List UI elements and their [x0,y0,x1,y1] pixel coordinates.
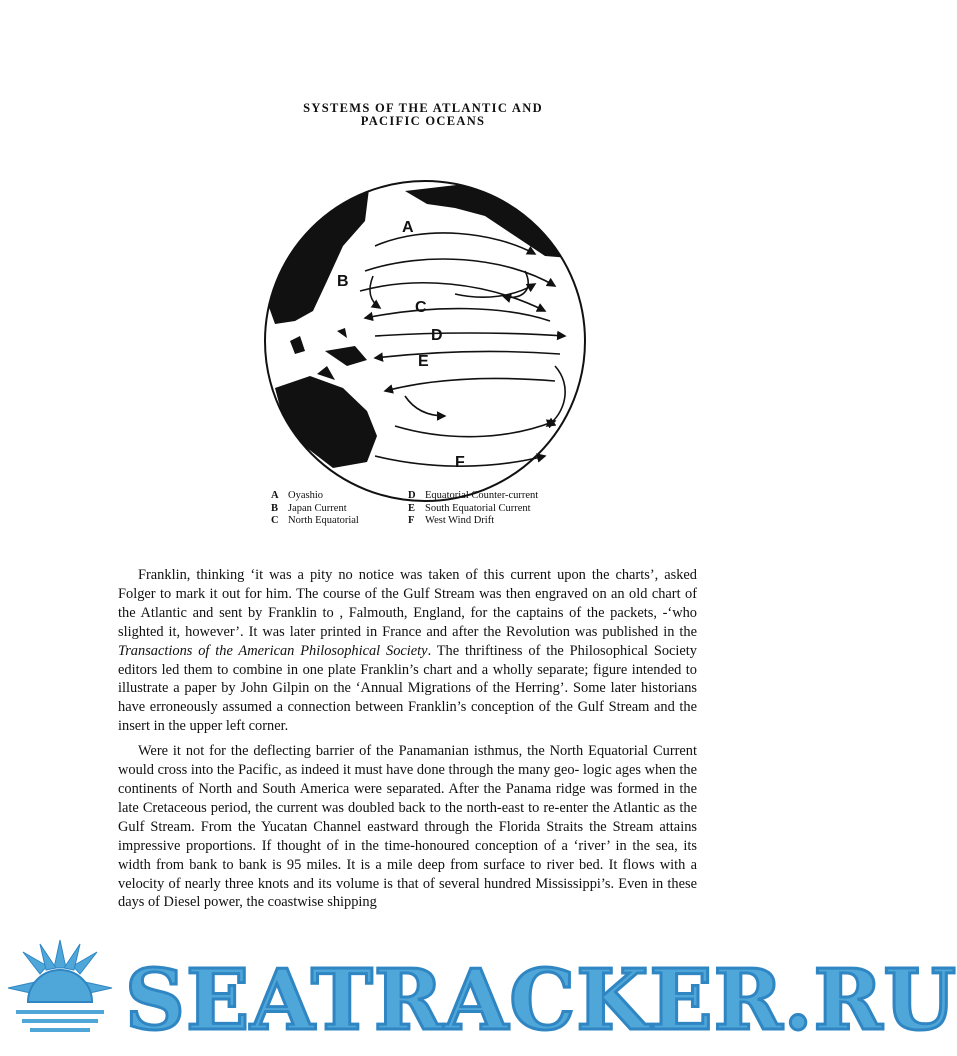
map-label-b: B [337,273,349,290]
paragraph-2: Were it not for the deflecting barrier of the Panamanian isthmus, the North Equatorial Current would cross into the Pacific, as indeed it must have done through the many geo- logic ages when the continents of North and South America were separated. After the Panama ridge was formed in the late Cretaceous period, the current was doubled back to the north-east to re-enter the Atlantic as the Gulf Stream. From the Yucatan Channel eastward through the Florida Straits the Stream attains impressive proportions. If thought of in the time-honoured conception of a ‘river’ in the sea, its width from bank to bank is 95 miles. It is a mile deep from surface to river bed. It flows with a velocity of nearly three knots and its volume is that of several hundred Mississippi’s. Even in these days of Diesel power, the coastwise shipping [118,743,697,911]
map-label-e: E [418,353,429,370]
figure-legend-right [408,490,538,528]
watermark-text: SEATRACKER.RU [125,951,957,1049]
legend-item: D Equatorial Counter-current [408,490,539,501]
ocean-currents-figure [255,96,591,536]
map-label-f: F [455,454,465,471]
legend-item: A Oyashio [271,490,323,501]
legend-item: F West Wind Drift [408,515,495,526]
journal-title: Transactions of the American Philosophical Society [118,642,428,659]
body-text [118,566,697,918]
legend-item: E South Equatorial Current [408,502,531,514]
paragraph-1: Franklin, thinking ‘it was a pity no notice was taken of this current upon the charts’, asked Folger to mark it out for him. The course of the Gulf Stream was then engraved on an old chart of the Atlantic and sent by Franklin to , Falmouth, England, for the captains of the packets, -‘who slighted it, however’. It was later printed in France and after the Revolution was published in the Transactions of the American Philosophical Society. The thriftiness of the Philosophical Society editors led them to combine in one plate Franklin’s chart and a wholly separate; figure intended to illustrate a paper by John Gilpin on the ‘Annual Migrations of the Herring’. Some later historians have erroneously assumed a connection between Franklin’s conception of the Gulf Stream and the insert in the upper left corner. [118,567,697,735]
legend-item: C North Equatorial [271,515,359,526]
sun-icon [8,940,112,1032]
figure-title: SYSTEMS OF THE ATLANTIC AND PACIFIC OCEANS [303,101,543,128]
map-label-c: C [415,299,427,316]
map-label-a: A [402,219,414,236]
map-label-d: D [431,327,443,344]
figure-legend-left [271,490,359,528]
legend-item: B Japan Current [271,502,347,514]
ocean-globe-map [255,96,591,536]
